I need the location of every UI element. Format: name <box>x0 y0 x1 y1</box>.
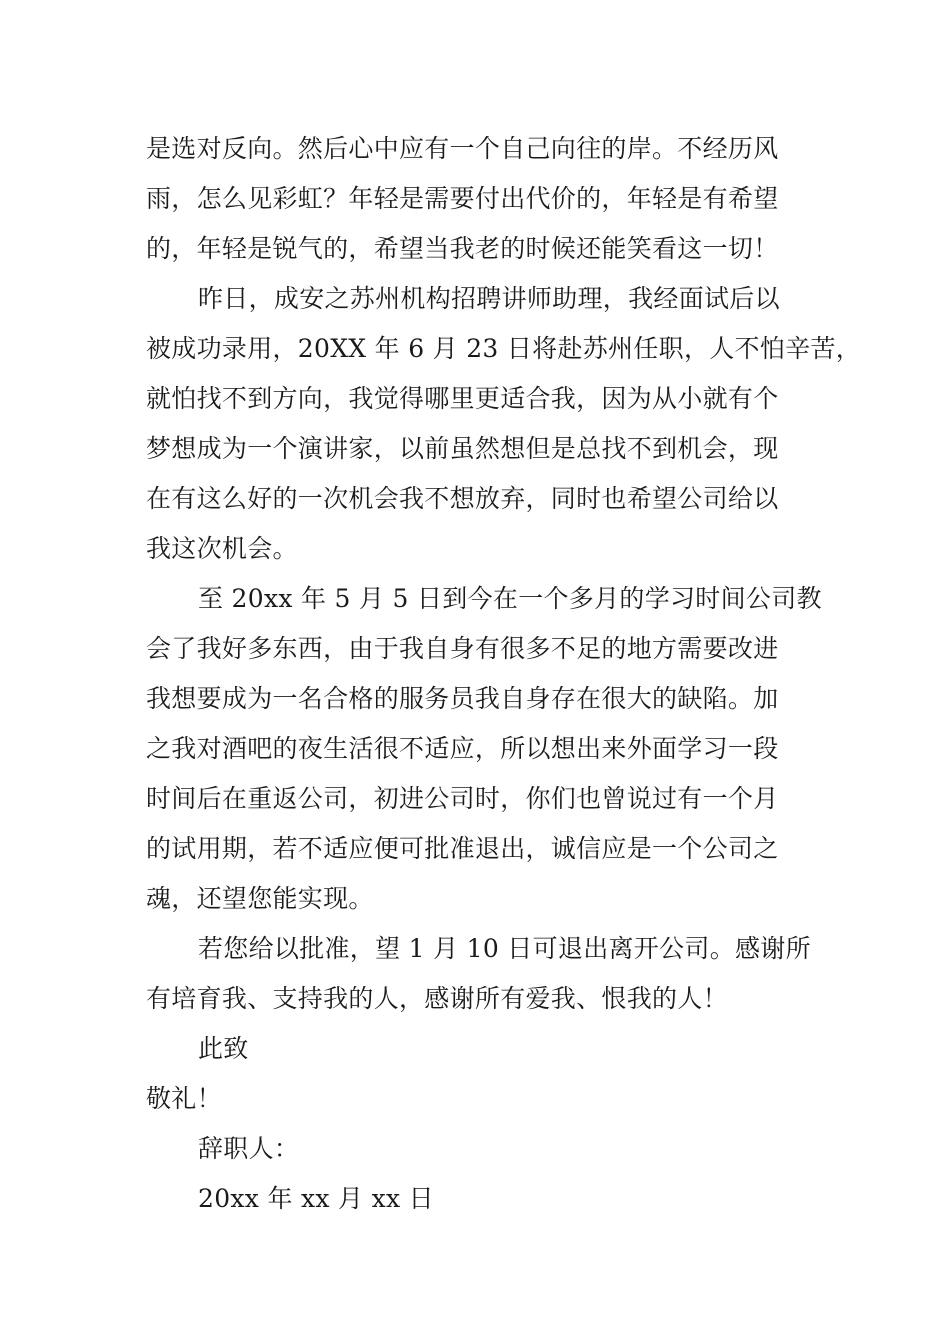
salutation: 此致 <box>198 1034 249 1063</box>
paragraph-3 <box>146 574 822 924</box>
text-line: 在有这么好的一次机会我不想放弃，同时也希望公司给以 <box>146 484 779 513</box>
text-line: 有培育我、支持我的人，感谢所有爱我、恨我的人！ <box>146 984 728 1013</box>
closing-section <box>146 1024 816 1224</box>
text-line: 昨日，成安之苏州机构招聘讲师助理，我经面试后以 <box>198 284 780 313</box>
regards: 敬礼！ <box>146 1084 222 1113</box>
paragraph-4 <box>146 924 816 1024</box>
paragraph-1 <box>146 124 816 274</box>
text-line: 时间后在重返公司，初进公司时，你们也曾说过有一个月 <box>146 784 779 813</box>
text-line: 我想要成为一名合格的服务员我自身存在很大的缺陷。加 <box>146 684 779 713</box>
text-line: 会了我好多东西，由于我自身有很多不足的地方需要改进 <box>146 634 779 663</box>
text-line: 若您给以批准，望 1 月 10 日可退出离开公司。感谢所 <box>198 934 811 963</box>
paragraph-2 <box>146 274 862 574</box>
text-line: 至 20xx 年 5 月 5 日到今在一个多月的学习时间公司教 <box>198 584 822 613</box>
signature-date: 20xx 年 xx 月 xx 日 <box>198 1184 434 1213</box>
text-line: 的，年轻是锐气的，希望当我老的时候还能笑看这一切！ <box>146 234 779 263</box>
text-line: 梦想成为一个演讲家，以前虽然想但是总找不到机会，现 <box>146 434 779 463</box>
text-line: 被成功录用，20XX 年 6 月 23 日将赴苏州任职，人不怕辛苦， <box>146 334 862 363</box>
text-line: 就怕找不到方向，我觉得哪里更适合我，因为从小就有个 <box>146 384 779 413</box>
text-line: 我这次机会。 <box>146 534 298 563</box>
text-line: 雨，怎么见彩虹？年轻是需要付出代价的，年轻是有希望 <box>146 184 779 213</box>
letter-body <box>146 124 862 1224</box>
text-line: 之我对酒吧的夜生活很不适应，所以想出来外面学习一段 <box>146 734 779 763</box>
signer-label: 辞职人： <box>198 1134 300 1163</box>
text-line: 是选对反向。然后心中应有一个自己向往的岸。不经历风 <box>146 134 779 163</box>
text-line: 的试用期，若不适应便可批准退出，诚信应是一个公司之 <box>146 834 779 863</box>
text-line: 魂，还望您能实现。 <box>146 884 374 913</box>
